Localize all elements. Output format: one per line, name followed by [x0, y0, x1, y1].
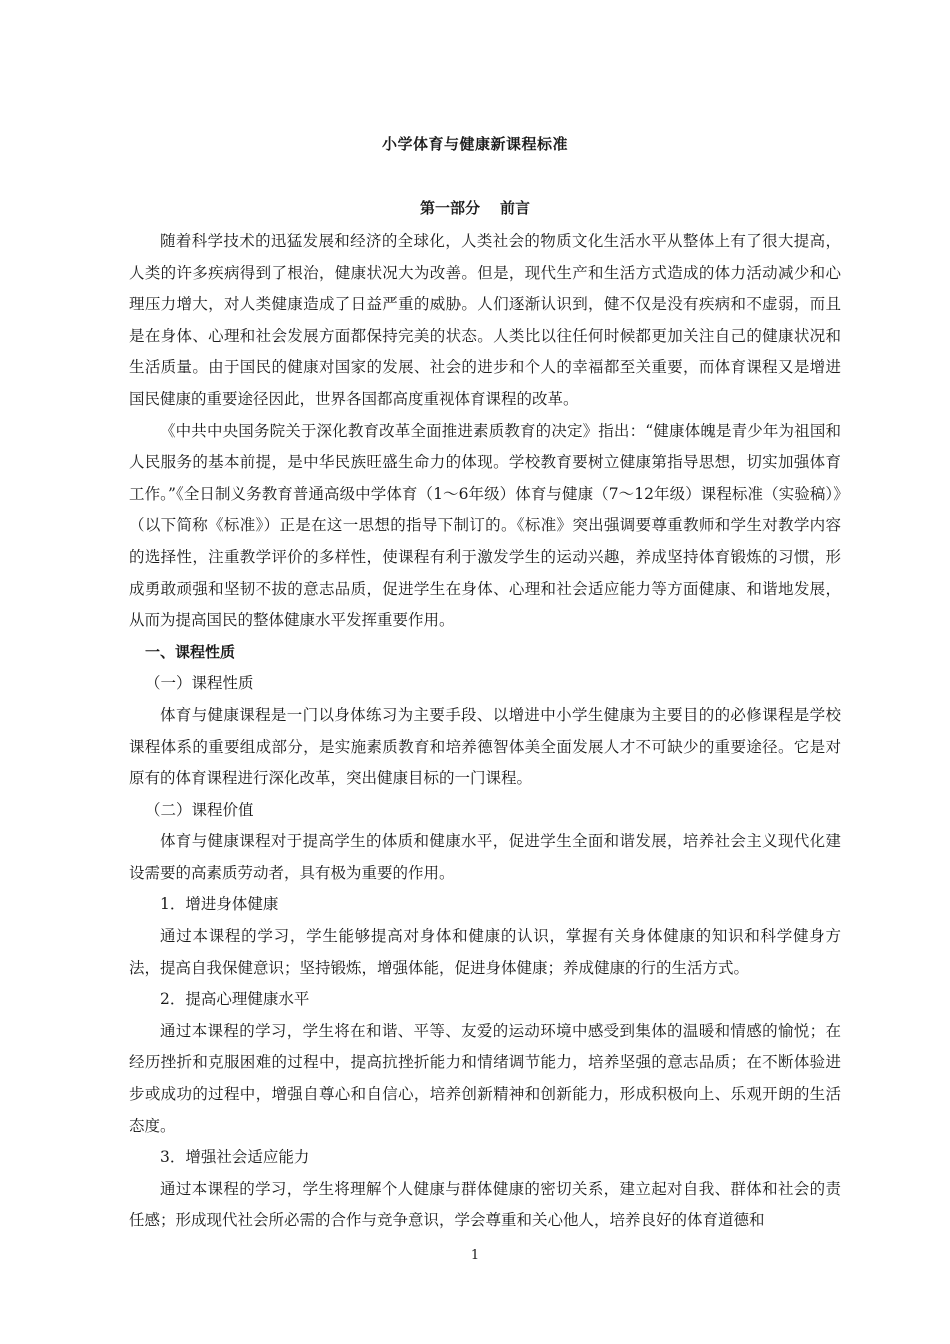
- section-name-label: 前言: [500, 199, 531, 217]
- paragraph: 体育与健康课程对于提高学生的体质和健康水平，促进学生全面和谐发展，培养社会主义现代化建设需要的高素质劳动者，具有极为重要的作用。: [129, 832, 841, 882]
- section-heading: [0, 197, 950, 219]
- paragraph: 体育与健康课程是一门以身体练习为主要手段、以增进中小学生健康为主要目的的必修课程是学校课程体系的重要组成部分，是实施素质教育和培养德智体美全面发展人才不可缺少的重要途径。它是对原有的体育课程进行深化改革，突出健康目标的一门课程。: [129, 705, 841, 788]
- heading-level-3: 3．增强社会适应能力: [160, 1148, 310, 1167]
- paragraph: 《中共中央国务院关于深化教育改革全面推进素质教育的决定》指出：“健康体魄是青少年为祖国和人民服务的基本前提，是中华民族旺盛生命力的体现。学校教育要树立健康第指导思想，切实加强体育工作。”《全日制义务教育普通高级中学体育（1～6年级）体育与健康（7～12年级）课程标准（实验稿）》（以下简称《标准》）正是在这一思想的指导下制订的。《标准》突出强调要尊重教师和学生对教学内容的选择性，注重教学评价的多样性，使课程有利于激发学生的运动兴趣，养成坚持体育锻炼的习惯，形成勇敢顽强和坚韧不拔的意志品质，促进学生在身体、心理和社会适应能力等方面健康、和谐地发展，从而为提高国民的整体健康水平发挥重要作用。: [129, 421, 841, 630]
- paragraph: 随着科学技术的迅猛发展和经济的全球化，人类社会的物质文化生活水平从整体上有了很大提高，人类的许多疾病得到了根治，健康状况大为改善。但是，现代生产和生活方式造成的体力活动减少和心理压力增大，对人类健康造成了日益严重的威胁。人们逐渐认识到，健不仅是没有疾病和不虚弱，而且是在身体、心理和社会发展方面都保持完美的状态。人类比以往任何时候都更加关注自己的健康状况和生活质量。由于国民的健康对国家的发展、社会的进步和个人的幸福都至关重要，而体育课程又是增进国民健康的重要途径因此，世界各国都高度重视体育课程的改革。: [129, 232, 841, 408]
- heading-level-2: （一）课程性质: [145, 674, 254, 693]
- page-number: 1: [470, 1248, 480, 1263]
- document-title: 小学体育与健康新课程标准: [381, 135, 568, 153]
- paragraph: 通过本课程的学习，学生将在和谐、平等、友爱的运动环境中感受到集体的温暖和情感的愉悦；在经历挫折和克服困难的过程中，提高抗挫折能力和情绪调节能力，培养坚强的意志品质；在不断体验进步或成功的过程中，增强自尊心和自信心，培养创新精神和创新能力，形成积极向上、乐观开朗的生活态度。: [129, 1021, 841, 1135]
- paragraph: 通过本课程的学习，学生能够提高对身体和健康的认识，掌握有关身体健康的知识和科学健身方法，提高自我保健意识；坚持锻炼，增强体能，促进身体健康；养成健康的行的生活方式。: [129, 927, 841, 977]
- heading-level-3: 2．提高心理健康水平: [160, 990, 310, 1009]
- heading-level-2: （二）课程价值: [145, 800, 254, 819]
- heading-level-1: 一、课程性质: [145, 642, 236, 661]
- paragraph: 通过本课程的学习，学生将理解个人健康与群体健康的密切关系，建立起对自我、群体和社会的责任感；形成现代社会所必需的合作与竞争意识，学会尊重和关心他人，培养良好的体育道德和: [129, 1179, 841, 1230]
- heading-level-3: 1．增进身体健康: [160, 895, 279, 914]
- section-part-label: 第一部分: [419, 199, 480, 217]
- document-body: [129, 226, 841, 1237]
